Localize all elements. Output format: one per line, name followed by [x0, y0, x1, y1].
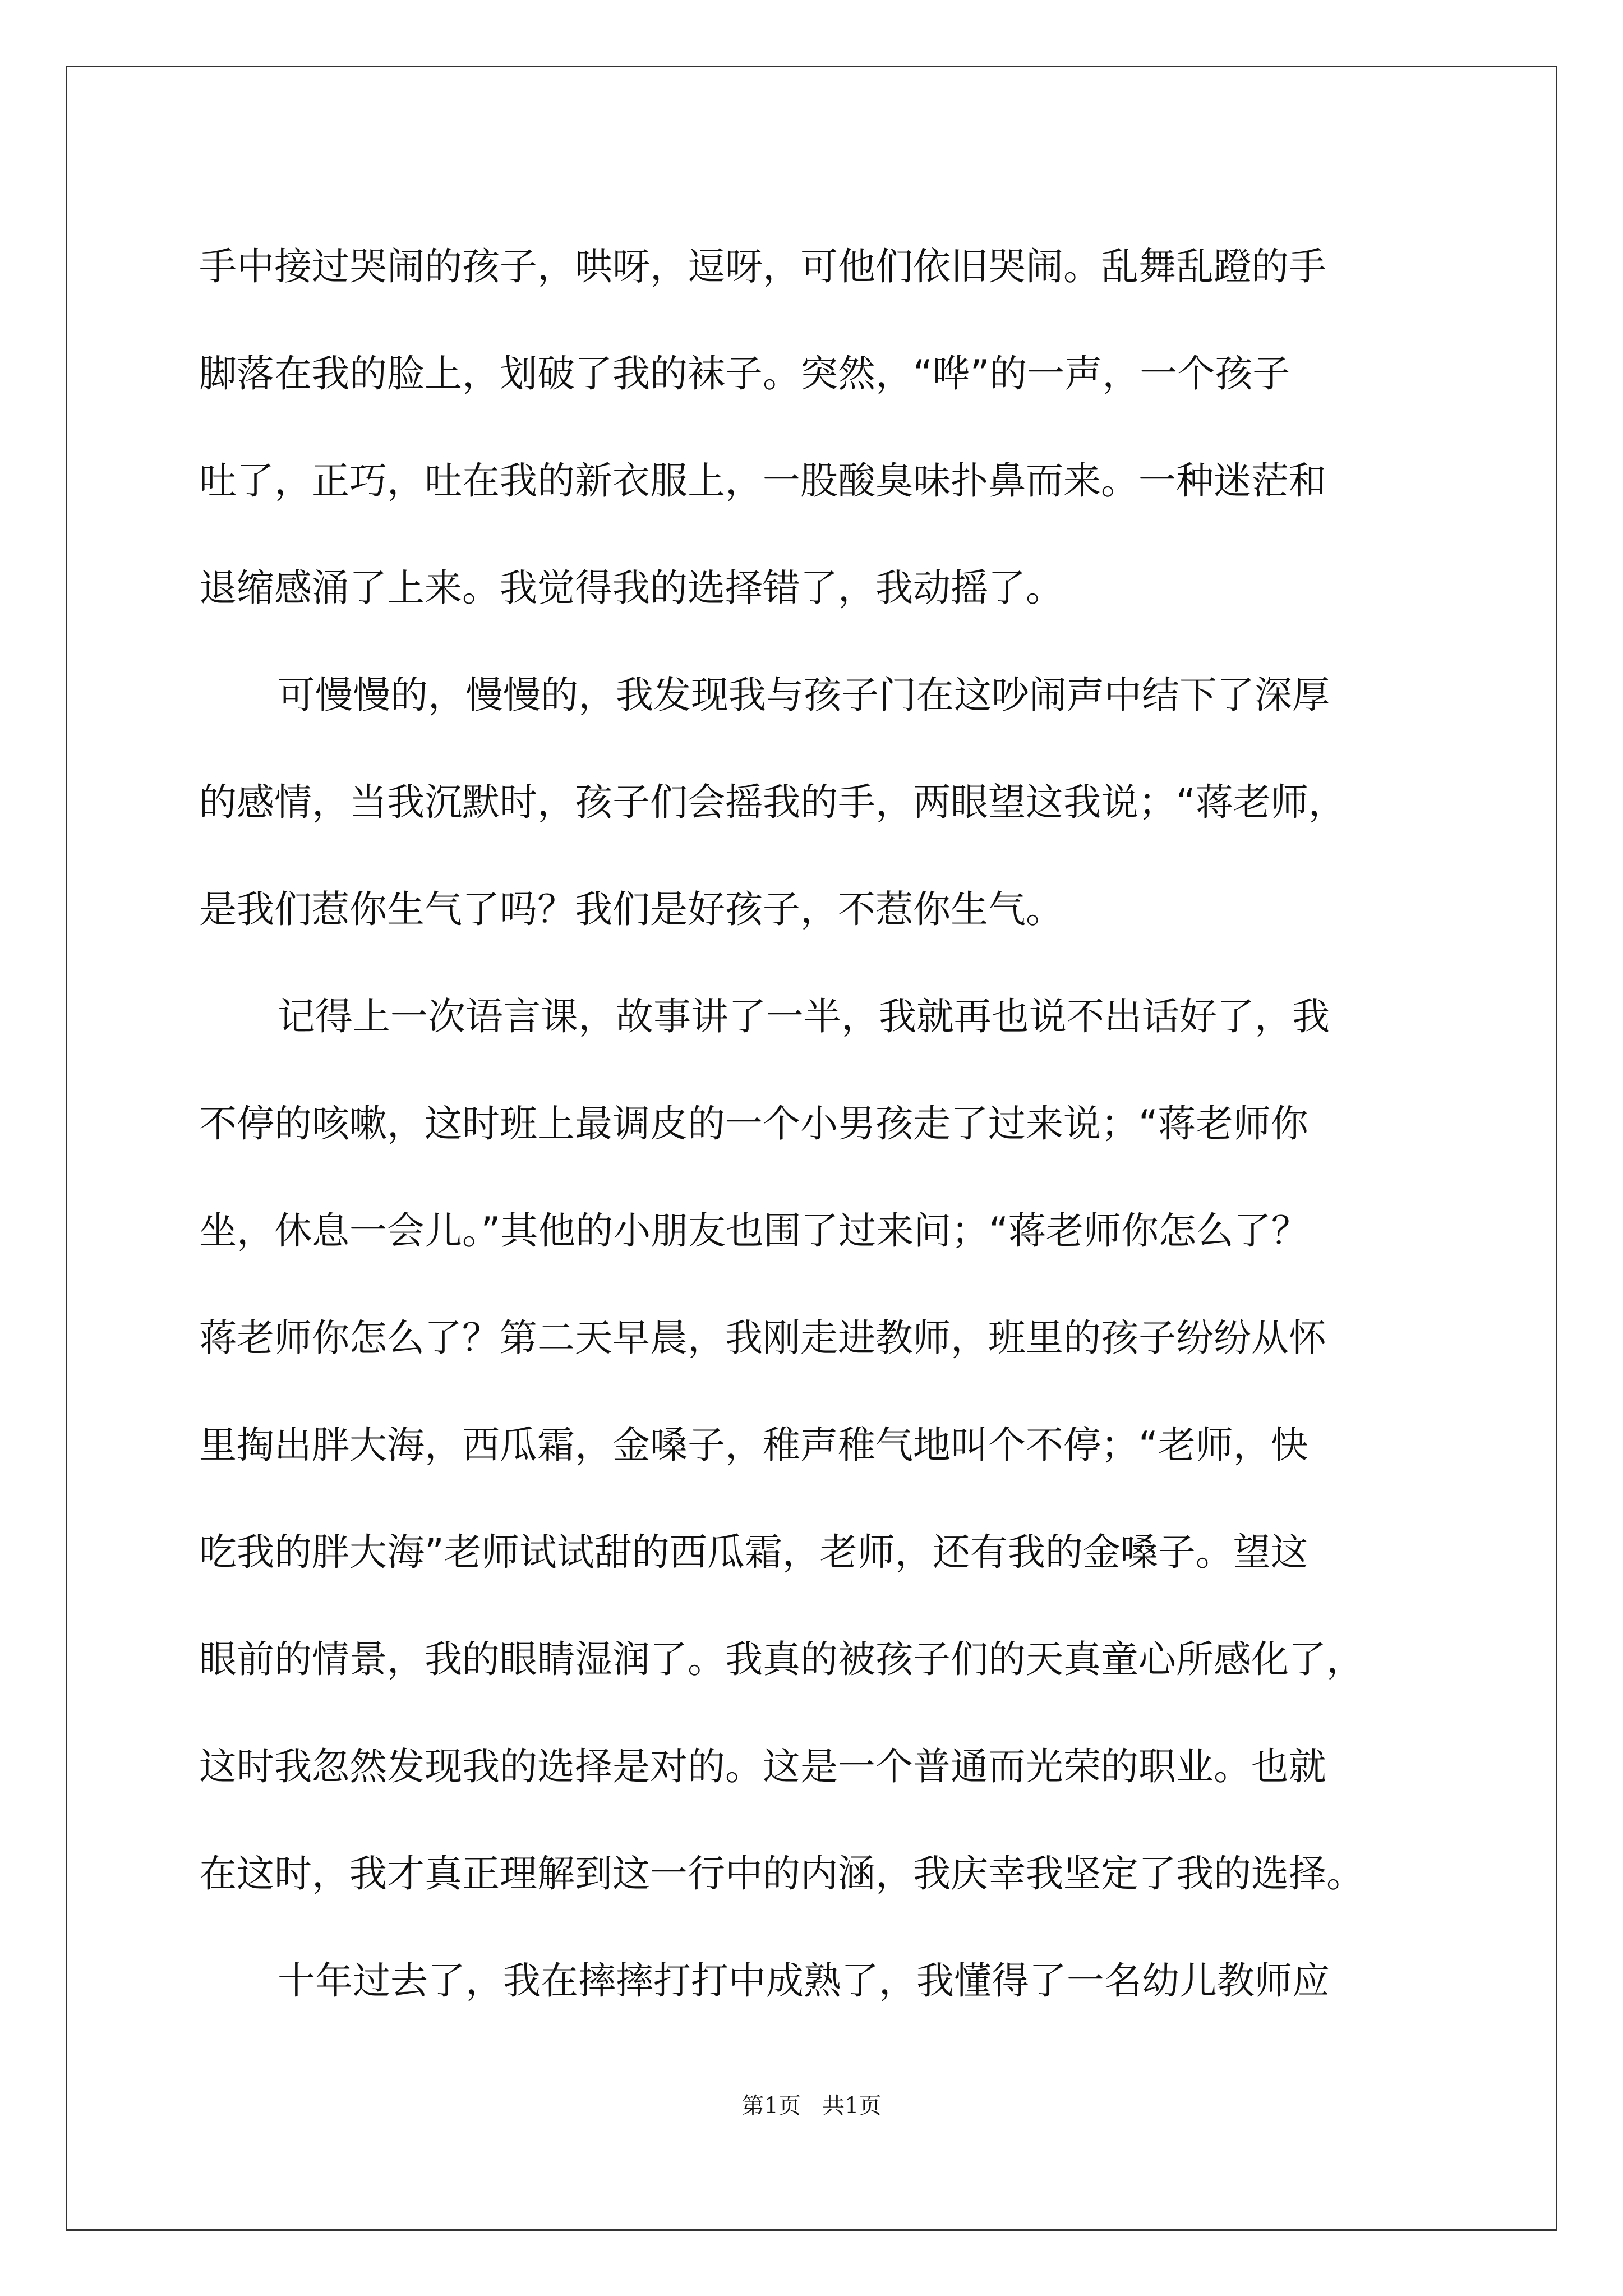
text-line: 蒋老师你怎么了？第二天早晨，我刚走进教师，班里的孩子纷纷从怀 — [199, 1316, 1326, 1360]
text-line: 的感情，当我沉默时，孩子们会摇我的手，两眼望这我说；“蒋老师， — [199, 780, 1346, 824]
text-line: 记得上一次语言课，故事讲了一半，我就再也说不出话好了，我 — [278, 995, 1330, 1038]
text-line: 可慢慢的，慢慢的，我发现我与孩子门在这吵闹声中结下了深厚 — [278, 673, 1330, 717]
text-line: 十年过去了，我在摔摔打打中成熟了，我懂得了一名幼儿教师应 — [278, 1959, 1330, 2003]
text-line: 退缩感涌了上来。我觉得我的选择错了，我动摇了。 — [199, 566, 1063, 610]
text-line: 里掏出胖大海，西瓜霜，金嗓子，稚声稚气地叫个不停；“老师，快 — [199, 1423, 1308, 1467]
document-body — [199, 213, 1447, 2035]
text-line: 手中接过哭闹的孩子，哄呀，逗呀，可他们依旧哭闹。乱舞乱蹬的手 — [199, 245, 1326, 288]
text-line: 吃我的胖大海”老师试试甜的西瓜霜，老师，还有我的金嗓子。望这 — [199, 1530, 1308, 1574]
text-line: 在这时，我才真正理解到这一行中的内涵，我庆幸我坚定了我的选择。 — [199, 1852, 1364, 1895]
text-line: 脚落在我的脸上，划破了我的袜子。突然，“哗”的一声，一个孩子 — [199, 352, 1290, 395]
text-line: 不停的咳嗽，这时班上最调皮的一个小男孩走了过来说；“蒋老师你 — [199, 1102, 1308, 1145]
page-footer: 第1页 共1页 — [741, 2093, 882, 2119]
text-line: 这时我忽然发现我的选择是对的。这是一个普通而光荣的职业。也就 — [199, 1745, 1326, 1788]
text-line: 坐，休息一会儿。”其他的小朋友也围了过来问；“蒋老师你怎么了？ — [199, 1209, 1309, 1253]
text-line: 是我们惹你生气了吗？我们是好孩子，不惹你生气。 — [199, 887, 1063, 931]
text-line: 眼前的情景，我的眼睛湿润了。我真的被孩子们的天真童心所感化了， — [199, 1637, 1364, 1681]
text-line: 吐了，正巧，吐在我的新衣服上，一股酸臭味扑鼻而来。一种迷茫和 — [199, 459, 1326, 503]
